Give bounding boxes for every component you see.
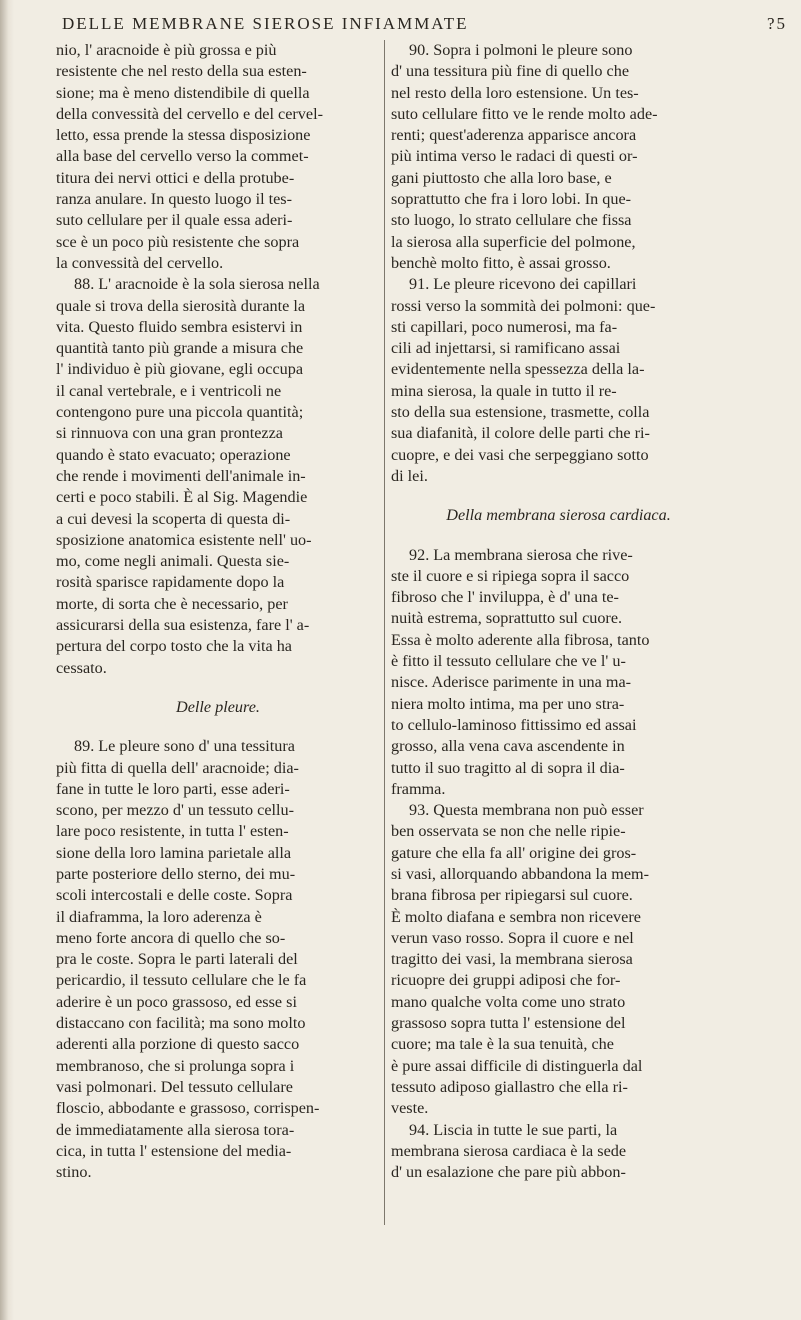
- text-line: parte posteriore dello sterno, dei mu-: [56, 864, 296, 883]
- text-line: sti capillari, poco numerosi, ma fa-: [391, 317, 618, 336]
- text-line: d' un esalazione che pare più abbon-: [391, 1163, 626, 1182]
- text-line: ranza anulare. In questo luogo il tes-: [56, 190, 292, 209]
- left-text-block-b: [56, 736, 380, 1183]
- text-line: cica, in tutta l' estensione del media-: [56, 1141, 292, 1160]
- text-line: grassoso sopra tutta l' estensione del: [391, 1014, 626, 1033]
- text-line: vasi polmonari. Del tessuto cellulare: [56, 1077, 293, 1096]
- page-number: ?5: [767, 14, 788, 33]
- text-line: distaccano con facilità; ma sono molto: [56, 1014, 306, 1033]
- text-line: assicurarsi della sua esistenza, fare l' a-: [56, 616, 310, 635]
- text-line: rossi verso la sommità dei polmoni: que-: [391, 296, 656, 315]
- text-line: nuità estrema, soprattutto sul cuore.: [391, 609, 623, 628]
- text-line: cili ad injettarsi, si ramificano assai: [391, 339, 621, 358]
- text-line: cuopre, e dei vasi che serpeggiano sotto: [391, 445, 649, 464]
- text-line: 88. L' aracnoide è la sola sierosa nella: [74, 275, 320, 294]
- text-line: si rinnuova con una gran prontezza: [56, 424, 283, 443]
- text-line: renti; quest'aderenza apparisce ancora: [391, 126, 637, 145]
- text-line: 92. La membrana sierosa che rive-: [409, 545, 633, 564]
- text-line: cessato.: [56, 658, 107, 677]
- text-line: 93. Questa membrana non può esser: [409, 801, 644, 820]
- text-line: di lei.: [391, 466, 428, 485]
- text-line: framma.: [391, 779, 446, 798]
- text-line: a cui devesi la scoperta di questa di-: [56, 509, 291, 528]
- text-line: si vasi, allorquando abbandona la mem-: [391, 864, 650, 883]
- text-line: vita. Questo fluido sembra esistervi in: [56, 317, 303, 336]
- right-text-block-a: [391, 40, 726, 487]
- text-line: evidentemente nella spessezza della la-: [391, 360, 645, 379]
- text-line: la sierosa alla superficie del polmone,: [391, 232, 636, 251]
- text-line: fane in tutte le loro parti, esse aderi-: [56, 779, 290, 798]
- text-line: quantità tanto più grande a misura che: [56, 339, 304, 358]
- text-line: nel resto della loro estensione. Un tes-: [391, 83, 639, 102]
- text-line: ste il cuore e si ripiega sopra il sacco: [391, 566, 630, 585]
- text-line: benchè molto fitto, è assai grosso.: [391, 253, 611, 272]
- text-line: che rende i movimenti dell'animale in-: [56, 466, 306, 485]
- text-line: niera molto intima, ma per uno stra-: [391, 694, 625, 713]
- text-line: il canal vertebrale, e i ventricoli ne: [56, 381, 282, 400]
- section-heading-cardiaca: Della membrana sierosa cardiaca.: [446, 506, 671, 525]
- text-line: nio, l' aracnoide è più grossa e più: [56, 41, 277, 59]
- text-line: to cellulo-laminoso fittissimo ed assai: [391, 715, 637, 734]
- text-line: sposizione anatomica esistente nell' uo-: [56, 530, 312, 549]
- text-line: tutto il suo tragitto al di sopra il dia-: [391, 758, 625, 777]
- text-line: scono, per mezzo d' un tessuto cellu-: [56, 801, 295, 820]
- text-line: la convessità del cervello.: [56, 253, 224, 272]
- text-line: fibroso che l' inviluppa, è d' una te-: [391, 588, 619, 607]
- text-line: tessuto adiposo giallastro che ella ri-: [391, 1077, 628, 1096]
- text-line: quando è stato evacuato; operazione: [56, 445, 291, 464]
- text-line: cuore; ma tale è la sua tenuità, che: [391, 1035, 614, 1054]
- text-line: il diaframma, la loro aderenza è: [56, 907, 262, 926]
- page-binding-shadow: [0, 0, 14, 1320]
- text-line: nisce. Aderisce parimente in una ma-: [391, 673, 632, 692]
- text-line: ben osservata se non che nelle ripie-: [391, 822, 626, 841]
- text-line: 90. Sopra i polmoni le pleure sono: [409, 41, 633, 59]
- text-line: de immediatamente alla sierosa tora-: [56, 1120, 295, 1139]
- text-line: mano qualche volta come uno strato: [391, 992, 626, 1011]
- right-column: [391, 40, 726, 1183]
- text-line: resistente che nel resto della sua esten-: [56, 62, 307, 81]
- text-line: 94. Liscia in tutte le sue parti, la: [409, 1120, 618, 1139]
- text-line: membrana sierosa cardiaca è la sede: [391, 1141, 627, 1160]
- text-line: certi e poco stabili. È al Sig. Magendie: [56, 488, 308, 507]
- text-line: sione della loro lamina parietale alla: [56, 843, 292, 862]
- left-column: [56, 40, 380, 1183]
- text-line: 91. Le pleure ricevono dei capillari: [409, 275, 637, 294]
- text-line: più fitta di quella dell' aracnoide; dia-: [56, 758, 299, 777]
- text-line: lare poco resistente, in tutta l' esten-: [56, 822, 289, 841]
- text-line: mina sierosa, la quale in tutto il re-: [391, 381, 617, 400]
- text-line: meno forte ancora di quello che so-: [56, 928, 286, 947]
- text-line: Essa è molto aderente alla fibrosa, tanto: [391, 630, 650, 649]
- text-line: pra le coste. Sopra le parti laterali del: [56, 950, 298, 969]
- text-line: morte, di sorta che è necessario, per: [56, 594, 288, 613]
- text-line: della convessità del cervello e del cervel-: [56, 104, 323, 123]
- text-line: quale si trova della sierosità durante la: [56, 296, 306, 315]
- text-line: sto della sua estensione, trasmette, colla: [391, 403, 650, 422]
- text-line: scoli intercostali e delle coste. Sopra: [56, 886, 293, 905]
- text-line: gani piuttosto che alla loro base, e: [391, 168, 612, 187]
- text-line: stino.: [56, 1163, 92, 1182]
- text-line: soprattutto che fra i loro lobi. In que-: [391, 190, 632, 209]
- text-line: gature che ella fa all' origine dei gros-: [391, 843, 637, 862]
- text-line: aderire è un poco grassoso, ed esse si: [56, 992, 297, 1011]
- text-line: titura dei nervi ottici e della protube-: [56, 168, 295, 187]
- right-text-block-b: [391, 545, 726, 1184]
- text-line: l' individuo è più giovane, egli occupa: [56, 360, 304, 379]
- text-line: d' una tessitura più fine di quello che: [391, 62, 630, 81]
- text-line: 89. Le pleure sono d' una tessitura: [74, 737, 295, 756]
- text-line: alla base del cervello verso la commet-: [56, 147, 309, 166]
- text-line: è fitto il tessuto cellulare che ve l' u-: [391, 652, 626, 671]
- running-title: DELLE MEMBRANE SIEROSE INFIAMMATE: [62, 14, 469, 33]
- text-line: rosità sparisce rapidamente dopo la: [56, 573, 285, 592]
- text-line: verun vaso rosso. Sopra il cuore e nel: [391, 928, 634, 947]
- text-line: sto luogo, lo strato cellulare che fissa: [391, 211, 632, 230]
- text-line: pertura del corpo tosto che la vita ha: [56, 637, 292, 656]
- text-line: floscio, abbodante e grassoso, corrispen-: [56, 1099, 320, 1118]
- text-line: ricuopre dei gruppi adiposi che for-: [391, 971, 621, 990]
- text-line: contengono pure una piccola quantità;: [56, 403, 304, 422]
- text-line: suto cellulare per il quale essa aderi-: [56, 211, 293, 230]
- text-line: suto cellulare fitto ve le rende molto ade-: [391, 104, 658, 123]
- text-line: veste.: [391, 1099, 429, 1118]
- text-line: più intima verso le radaci di questi or-: [391, 147, 638, 166]
- text-line: letto, essa prende la stessa disposizione: [56, 126, 311, 145]
- section-heading-pleure: Delle pleure.: [176, 697, 260, 716]
- text-line: membranoso, che si prolunga sopra i: [56, 1056, 295, 1075]
- column-divider: [384, 40, 385, 1225]
- text-line: pericardio, il tessuto cellulare che le fa: [56, 971, 307, 990]
- text-line: mo, come negli animali. Questa sie-: [56, 552, 290, 571]
- text-line: sua diafanità, il colore delle parti che ri-: [391, 424, 650, 443]
- text-line: aderenti alla porzione di questo sacco: [56, 1035, 300, 1054]
- text-line: brana fibrosa per ripiegarsi sul cuore.: [391, 886, 633, 905]
- text-line: È molto diafana e sembra non ricevere: [391, 907, 641, 926]
- text-line: tragitto dei vasi, la membrana sierosa: [391, 950, 633, 969]
- text-line: grosso, alla vena cava ascendente in: [391, 737, 625, 756]
- left-text-block-a: [56, 40, 380, 679]
- text-line: sce è un poco più resistente che sopra: [56, 232, 300, 251]
- text-line: è pure assai difficile di distinguerla dal: [391, 1056, 643, 1075]
- text-line: sione; ma è meno distendibile di quella: [56, 83, 310, 102]
